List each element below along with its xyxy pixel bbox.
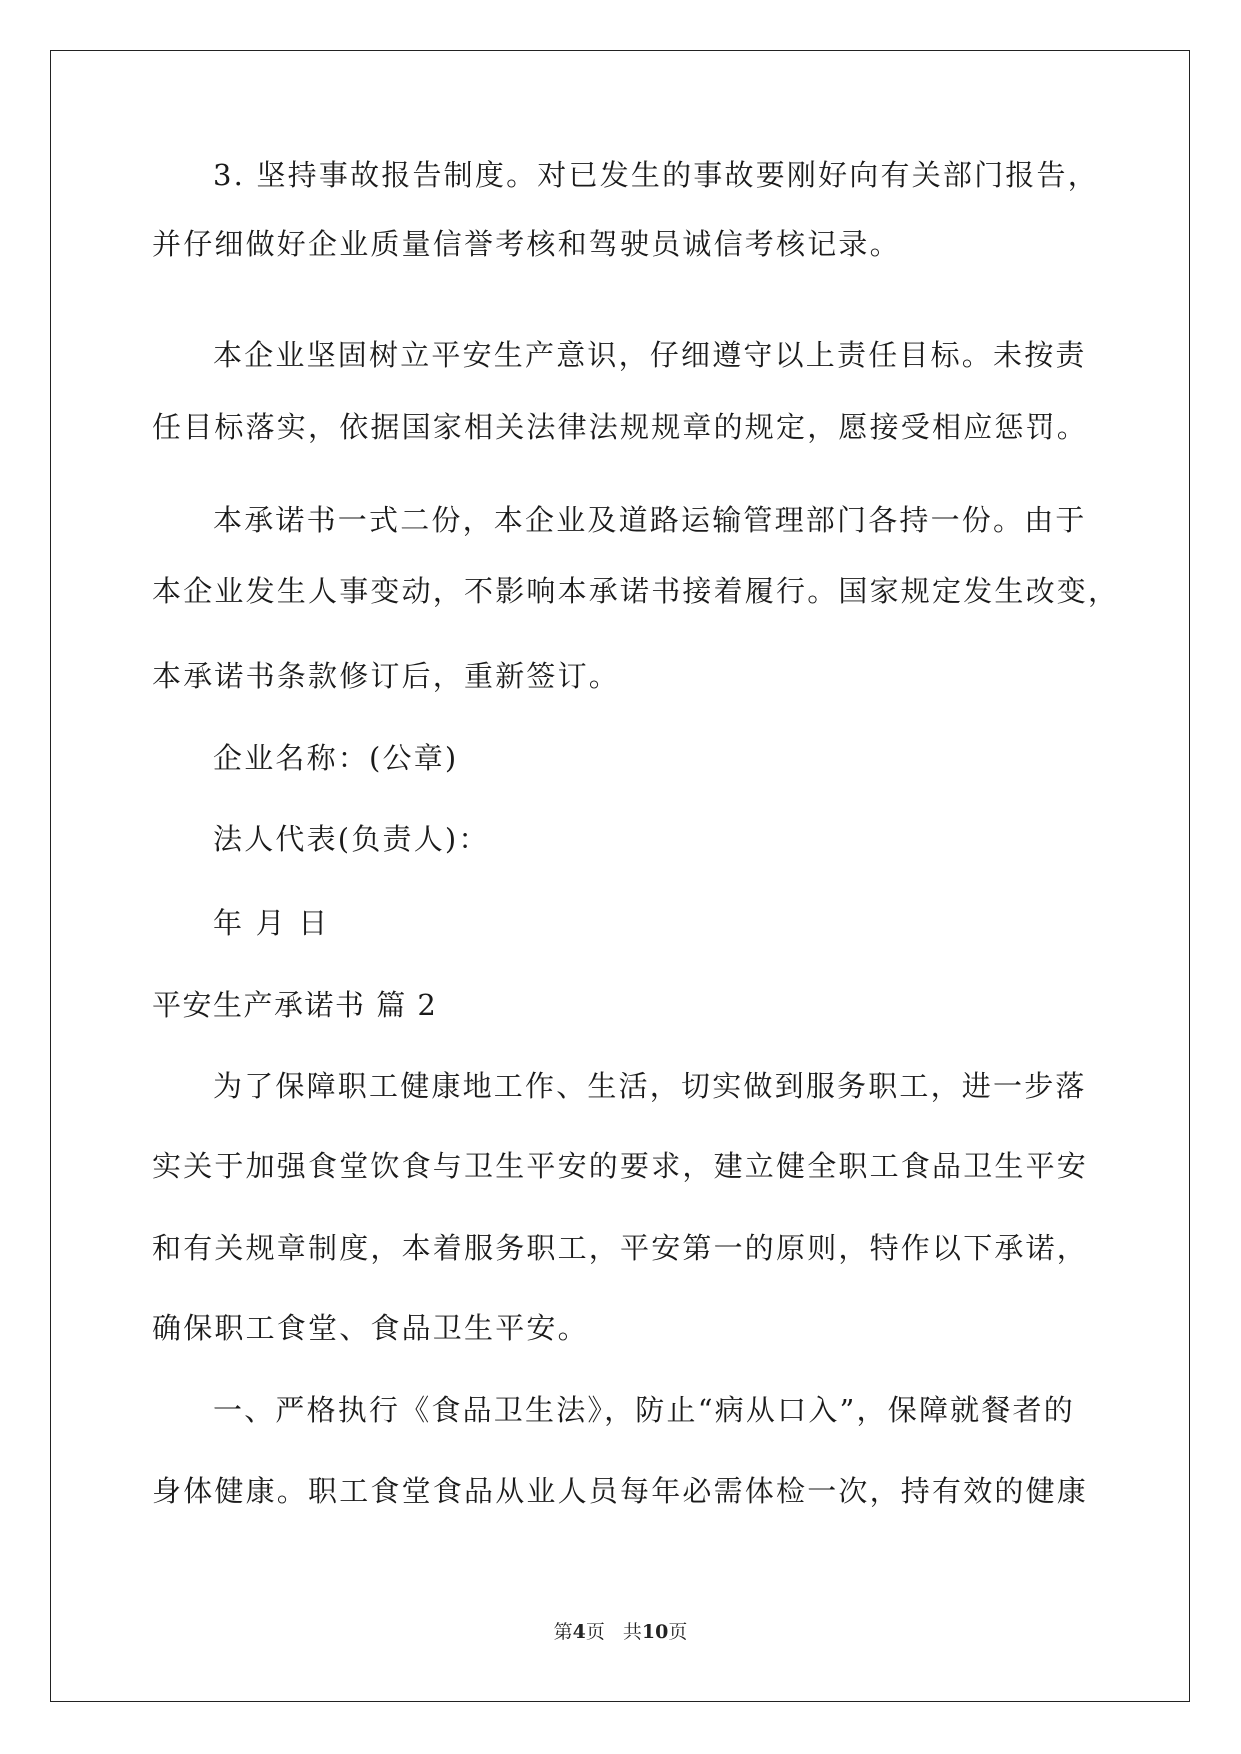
page-border	[50, 50, 1190, 1702]
paragraph-line: 为了保障职工健康地工作、生活，切实做到服务职工，进一步落	[213, 1069, 1087, 1103]
date-line: 年 月 日	[213, 906, 330, 940]
paragraph-line: 确保职工食堂、食品卫生平安。	[152, 1311, 589, 1345]
paragraph-line: 和有关规章制度，本着服务职工，平安第一的原则，特作以下承诺，	[152, 1231, 1089, 1265]
company-name-line: 企业名称：(公章)	[213, 741, 459, 775]
page-current: 4	[572, 1621, 586, 1643]
paragraph-line: 实关于加强食堂饮食与卫生平安的要求，建立健全职工食品卫生平安	[152, 1149, 1089, 1183]
paragraph-line: 本承诺书条款修订后，重新签订。	[152, 659, 621, 693]
page-footer	[0, 1620, 1241, 1644]
section-heading: 平安生产承诺书 篇 2	[152, 988, 438, 1022]
paragraph-line: 本企业坚固树立平安生产意识，仔细遵守以上责任目标。未按责	[213, 338, 1087, 372]
paragraph-line: 本承诺书一式二份，本企业及道路运输管理部门各持一份。由于	[213, 503, 1087, 537]
total-suffix: 页	[668, 1621, 688, 1643]
paragraph-line: 任目标落实，依据国家相关法律法规规章的规定，愿接受相应惩罚。	[152, 410, 1089, 444]
page-total: 10	[641, 1621, 669, 1643]
page-prefix: 第	[553, 1621, 573, 1643]
paragraph-line: 一、严格执行《食品卫生法》，防止“病从口入”，保障就餐者的	[213, 1393, 1075, 1427]
page-suffix: 页	[585, 1621, 605, 1643]
total-prefix: 共	[622, 1621, 642, 1643]
legal-representative-line: 法人代表(负责人)：	[213, 822, 490, 856]
paragraph-line: 本企业发生人事变动，不影响本承诺书接着履行。国家规定发生改变，	[152, 574, 1120, 608]
paragraph-line: 3. 坚持事故报告制度。对已发生的事故要刚好向有关部门报告，	[213, 158, 1099, 192]
paragraph-line: 并仔细做好企业质量信誉考核和驾驶员诚信考核记录。	[152, 227, 901, 261]
paragraph-line: 身体健康。职工食堂食品从业人员每年必需体检一次，持有效的健康	[152, 1474, 1089, 1508]
